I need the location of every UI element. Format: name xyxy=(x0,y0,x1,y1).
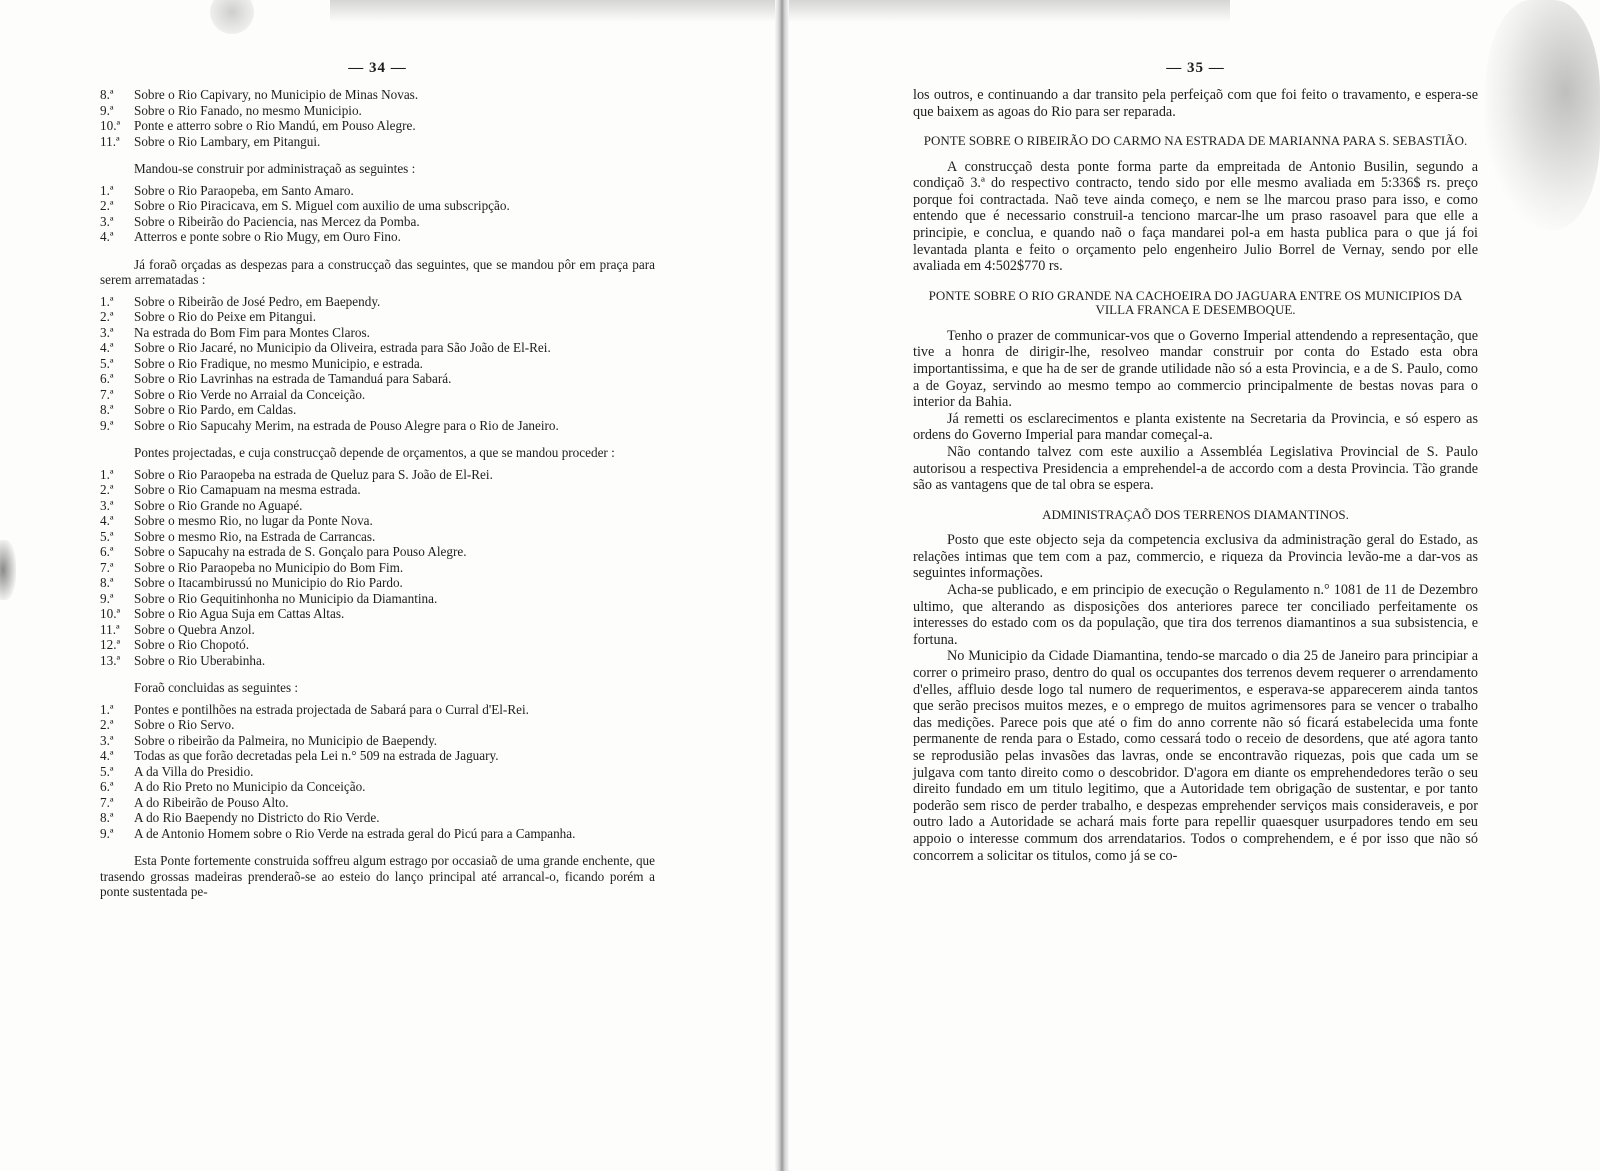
item-text: Sobre o Rio Gequitinhonha no Municipio da Diamantina. xyxy=(134,590,438,606)
item-number: 13.ª xyxy=(100,652,121,668)
item-number: 11.ª xyxy=(100,621,120,637)
item-number: 4.ª xyxy=(100,513,114,528)
paragraph: los outros, e continuando a dar transito pela perfeiçaõ com que foi feito o travamento, e espera-se que baixem as agoas do Rio para ser reparada. xyxy=(913,87,1478,120)
right-page xyxy=(913,60,1478,864)
item-number: 9.ª xyxy=(100,590,114,606)
item-number: 12.ª xyxy=(100,637,121,652)
paragraph: Não contando talvez com este auxilio a Assembléa Legislativa Provincial de S. Paulo autorisou a respectiva Presidencia a emprehendel-a de accordo com a desta Provincia. Tão grande são as vantagens que de tal obra se espera. xyxy=(913,444,1478,494)
item-text: Sobre o ribeirão da Palmeira, no Municipio de Baependy. xyxy=(134,732,438,748)
item-text: Sobre o Rio Fradique, no mesmo Municipio, e estrada. xyxy=(134,355,423,371)
list-item xyxy=(100,340,655,356)
item-number: 1.ª xyxy=(100,182,114,198)
item-number: 9.ª xyxy=(100,417,114,433)
list-item xyxy=(100,183,655,199)
item-number: 8.ª xyxy=(100,575,114,590)
list-item xyxy=(100,214,655,230)
list-item xyxy=(100,229,655,245)
list-item xyxy=(100,748,655,764)
item-number: 1.ª xyxy=(100,293,114,309)
item-text: Sobre o Rio Servo. xyxy=(134,717,235,732)
item-number: 2.ª xyxy=(100,198,114,213)
list-item xyxy=(100,622,655,638)
item-text: Sobre o Rio Paraopeba, em Santo Amaro. xyxy=(134,182,354,198)
item-text: Sobre o Rio Camapuam na mesma estrada. xyxy=(134,482,361,497)
item-text: Sobre o Rio Verde no Arraial da Conceição. xyxy=(134,386,366,402)
list-item xyxy=(100,294,655,310)
paragraph: Tenho o prazer de communicar-vos que o Governo Imperial attendendo a representação, que tive a honra de dirigir-lhe, resolveo mandar construir por conta do Estado esta obra importantissima, e que ha de ser de grande utilidade não só a esta Provincia, e a de S. Paulo, como a de Goyaz, servindo ao mesmo tempo ao commercio principalmente de bestas novas para o interior da Bahia. xyxy=(913,327,1478,411)
item-text: Sobre o Itacambirussú no Municipio do Rio Pardo. xyxy=(134,575,403,590)
item-text: Sobre o Rio Agua Suja em Cattas Altas. xyxy=(134,606,345,621)
item-text: Todas as que forão decretadas pela Lei n.° 509 na estrada de Jaguary. xyxy=(134,748,499,763)
list-item xyxy=(100,575,655,591)
item-number: 6.ª xyxy=(100,544,114,559)
list-item xyxy=(100,826,655,842)
list-item xyxy=(100,779,655,795)
list-item xyxy=(100,356,655,372)
item-number: 3.ª xyxy=(100,213,114,229)
item-number: 5.ª xyxy=(100,763,114,779)
item-text: Sobre o Rio Grande no Aguapé. xyxy=(134,497,303,513)
bridge-list-c xyxy=(100,294,655,434)
paragraph: Foraõ concluidas as seguintes : xyxy=(134,680,299,695)
item-number: 3.ª xyxy=(100,324,114,340)
paragraph: Pontes projectadas, e cuja construcçaõ depende de orçamentos, a que se mandou proceder : xyxy=(134,445,615,460)
list-item xyxy=(100,418,655,434)
list-item xyxy=(100,653,655,669)
list-item xyxy=(100,606,655,622)
item-number: 9.ª xyxy=(100,102,114,118)
list-item xyxy=(100,591,655,607)
item-number: 2.ª xyxy=(100,309,114,324)
item-number: 7.ª xyxy=(100,559,114,575)
item-number: 3.ª xyxy=(100,732,114,748)
paragraph: Esta Ponte fortemente construida soffreu algum estrago por occasiaõ de uma grande enchente, que trasendo grossas madeiras prenderaõ-se ao esteio do lanço principal até arrancal-o, ficando porém a ponte sustentada pe- xyxy=(100,853,655,899)
item-number: 10.ª xyxy=(100,606,121,621)
item-number: 11.ª xyxy=(100,133,120,149)
item-text: Sobre o Quebra Anzol. xyxy=(134,621,255,637)
book-gutter xyxy=(775,0,789,1171)
item-text: Sobre o Rio Capivary, no Municipio de Minas Novas. xyxy=(134,87,419,102)
item-number: 9.ª xyxy=(100,825,114,841)
item-text: Sobre o Rio Paraopeba no Municipio do Bom Fim. xyxy=(134,559,404,575)
list-item xyxy=(100,498,655,514)
list-item xyxy=(100,482,655,498)
item-text: Sobre o Rio Lavrinhas na estrada de Tamanduá para Sabará. xyxy=(134,371,452,386)
item-text: Sobre o mesmo Rio, na Estrada de Carrancas. xyxy=(134,528,376,544)
item-number: 1.ª xyxy=(100,701,114,717)
list-item xyxy=(100,733,655,749)
item-text: A da Villa do Presidio. xyxy=(134,763,254,779)
item-text: Sobre o Rio Fanado, no mesmo Municipio. xyxy=(134,102,362,118)
item-number: 2.ª xyxy=(100,482,114,497)
paragraph: Mandou-se construir por administraçaõ as seguintes : xyxy=(134,161,416,176)
list-item xyxy=(100,103,655,119)
item-text: A do Rio Baependy no Districto do Rio Verde. xyxy=(134,810,380,825)
item-number: 8.ª xyxy=(100,810,114,825)
list-item xyxy=(100,198,655,214)
item-number: 4.ª xyxy=(100,229,114,244)
bridge-list-a xyxy=(100,87,655,149)
item-number: 8.ª xyxy=(100,87,114,102)
paragraph: Já foraõ orçadas as despezas para a construcçaõ das seguintes, que se mandou pôr em praça para serem arrematadas : xyxy=(100,256,655,287)
stain-mark xyxy=(0,540,16,600)
list-item xyxy=(100,309,655,325)
item-text: Sobre o Rio Jacaré, no Municipio da Oliveira, estrada para São João de El-Rei. xyxy=(134,340,551,355)
list-item xyxy=(100,467,655,483)
item-number: 5.ª xyxy=(100,528,114,544)
list-item xyxy=(100,402,655,418)
item-text: Sobre o Ribeirão de José Pedro, em Baependy. xyxy=(134,293,381,309)
item-number: 6.ª xyxy=(100,371,114,386)
bridge-list-b xyxy=(100,183,655,245)
stain-mark xyxy=(1485,0,1600,230)
item-number: 4.ª xyxy=(100,748,114,763)
item-number: 5.ª xyxy=(100,355,114,371)
list-item xyxy=(100,544,655,560)
item-text: A do Rio Preto no Municipio da Conceição. xyxy=(134,779,366,794)
item-number: 7.ª xyxy=(100,386,114,402)
list-item xyxy=(100,702,655,718)
list-item xyxy=(100,513,655,529)
item-number: 4.ª xyxy=(100,340,114,355)
item-number: 3.ª xyxy=(100,497,114,513)
bridge-list-e xyxy=(100,702,655,842)
paragraph: No Municipio da Cidade Diamantina, tendo-se marcado o dia 25 de Janeiro para principiar a correr o primeiro praso, dentro do qual os occupantes dos terrenos devem requerer o arrendamento d'elles, affluio desde logo tal numero de requerimentos, e esperava-se apparecerem ainda tantos que serão precisos muitos mezes, e o emprego de muitos agrimensores para se vencer o trabalho das medições. Parece pois que até o fim do anno corrente não só ficará estabelecida uma fonte permanente de renda para o Estado, como cessará todo o receio de desordens, que até agora tanto se reprodusião pelas invasões das lavras, onde se encontravão riquezas, pois que cada um se julgava com tanto direito como o descobridor. D'agora em diante os emprehendedores terão o seu direito fundado em um titulo legitimo, que a Autoridade tem obrigação de sustentar, e por tanto poderão sem risco de perder trabalho, e despezas emprehender serviços mais consideraveis, e por outro lado a Autoridade se achará mais forte para repellir quaesquer usurpadores tendo em seu appoio o interesse commum dos arrendatarios. Todos o comprehendem, e é por isso que não só concorrem a solicitar os titulos, como já se co- xyxy=(913,648,1478,864)
left-page xyxy=(100,60,655,906)
list-item xyxy=(100,810,655,826)
list-item xyxy=(100,387,655,403)
list-item xyxy=(100,637,655,653)
section-heading: PONTE SOBRE O RIO GRANDE NA CACHOEIRA DO JAGUARA ENTRE OS MUNICIPIOS DA VILLA FRANCA E DESEMBOQUE. xyxy=(928,287,1463,318)
list-item xyxy=(100,560,655,576)
item-text: Na estrada do Bom Fim para Montes Claros. xyxy=(134,324,370,340)
item-text: A de Antonio Homem sobre o Rio Verde na estrada geral do Picú para a Campanha. xyxy=(134,825,576,841)
stain-mark xyxy=(210,0,254,34)
paragraph: Posto que este objecto seja da competencia exclusiva da administração geral do Estado, as relações intimas que tem com a paz, commercio, e riqueza da Provincia levão-me a dar-vos as seguintes informações. xyxy=(913,532,1478,582)
item-text: Sobre o Rio Piracicava, em S. Miguel com auxilio de uma subscripção. xyxy=(134,198,510,213)
list-item xyxy=(100,529,655,545)
item-text: Sobre o Rio Lambary, em Pitangui. xyxy=(134,133,321,149)
item-number: 1.ª xyxy=(100,466,114,482)
paragraph: A construcçaõ desta ponte forma parte da empreitada de Antonio Busilin, segundo a condiçaõ 3.ª do respectivo contracto, tendo sido por elle mesmo avaliada em 5:336$ rs. preço porque foi contractada. Naõ teve ainda começo, e nem se lhe marcou praso para isso, e como entendo que é necessario construil-a tenciono marcar-lhe um praso rasoavel para que elle a principie, e conclua, e quando naõ o faça mandarei pol-a em hasta publica para o que já foi levantada planta e feito o orçamento pelo engenheiro Julio Borrel de Vernay, sendo por elle avaliada em 4:502$770 rs. xyxy=(913,158,1478,275)
item-text: Sobre o Rio Paraopeba na estrada de Queluz para S. João de El-Rei. xyxy=(134,466,493,482)
item-text: A do Ribeirão de Pouso Alto. xyxy=(134,794,289,810)
item-text: Atterros e ponte sobre o Rio Mugy, em Ouro Fino. xyxy=(134,229,401,244)
item-number: 6.ª xyxy=(100,779,114,794)
list-item xyxy=(100,87,655,103)
item-text: Sobre o mesmo Rio, no lugar da Ponte Nova. xyxy=(134,513,373,528)
item-text: Sobre o Ribeirão do Paciencia, nas Mercez da Pomba. xyxy=(134,213,420,229)
list-item xyxy=(100,371,655,387)
paragraph: Já remetti os esclarecimentos e planta existente na Secretaria da Provincia, e só espero as ordens do Governo Imperial para mandar começal-a. xyxy=(913,410,1478,444)
list-item xyxy=(100,717,655,733)
list-item xyxy=(100,118,655,134)
item-text: Sobre o Sapucahy na estrada de S. Gonçalo para Pouso Alegre. xyxy=(134,544,467,559)
item-text: Pontes e pontilhões na estrada projectada de Sabará para o Curral d'El-Rei. xyxy=(134,701,529,717)
item-text: Sobre o Rio Pardo, em Caldas. xyxy=(134,402,297,417)
page-number: — 34 — xyxy=(348,60,407,76)
list-item xyxy=(100,764,655,780)
section-heading: ADMINISTRAÇAÕ DOS TERRENOS DIAMANTINOS. xyxy=(1042,506,1349,522)
section-heading: PONTE SOBRE O RIBEIRÃO DO CARMO NA ESTRADA DE MARIANNA PARA S. SEBASTIÃO. xyxy=(923,133,1468,149)
item-text: Sobre o Rio Sapucahy Merim, na estrada de Pouso Alegre para o Rio de Janeiro. xyxy=(134,417,559,433)
page-number: — 35 — xyxy=(1166,60,1225,76)
list-item xyxy=(100,795,655,811)
item-text: Sobre o Rio Uberabinha. xyxy=(134,652,266,668)
item-number: 2.ª xyxy=(100,717,114,732)
item-text: Ponte e atterro sobre o Rio Mandú, em Pouso Alegre. xyxy=(134,118,416,133)
item-text: Sobre o Rio Chopotó. xyxy=(134,637,250,652)
item-text: Sobre o Rio do Peixe em Pitangui. xyxy=(134,309,317,324)
list-item xyxy=(100,325,655,341)
item-number: 8.ª xyxy=(100,402,114,417)
bridge-list-d xyxy=(100,467,655,669)
item-number: 7.ª xyxy=(100,794,114,810)
item-number: 10.ª xyxy=(100,118,121,133)
paragraph: Acha-se publicado, e em principio de execução o Regulamento n.° 1081 de 11 de Dezembro ultimo, que alterando as disposições dos anteriores parece ter conciliado perfeitamente os interesses do estado com os da população, que tira dos terrenos diamantinos a sua subsistencia, e fortuna. xyxy=(913,582,1478,648)
list-item xyxy=(100,134,655,150)
